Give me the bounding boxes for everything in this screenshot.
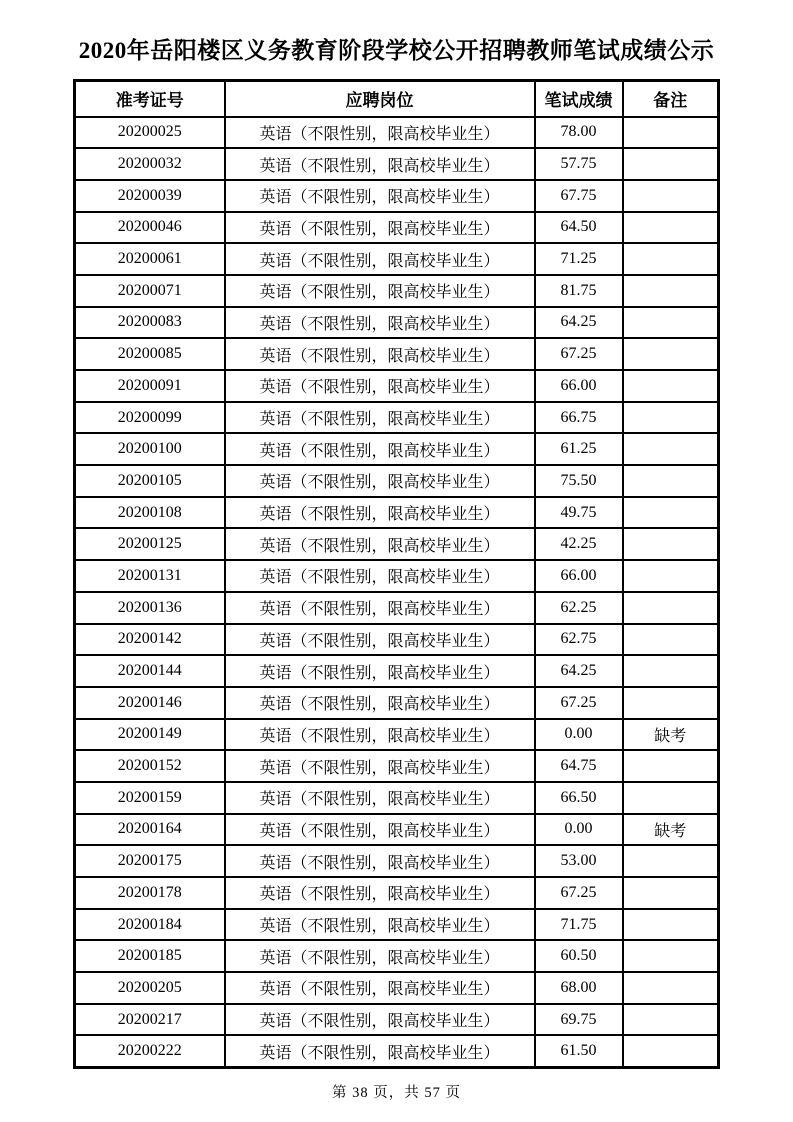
score-cell: 0.00 — [535, 719, 623, 751]
score-cell: 64.50 — [535, 212, 623, 244]
position-cell: 英语（不限性别，限高校毕业生） — [225, 528, 535, 560]
remark-cell — [623, 687, 719, 719]
position-cell: 英语（不限性别，限高校毕业生） — [225, 1035, 535, 1067]
exam-id-cell: 20200144 — [75, 655, 225, 687]
position-cell: 英语（不限性别，限高校毕业生） — [225, 307, 535, 339]
exam-id-cell: 20200142 — [75, 624, 225, 656]
position-cell: 英语（不限性别，限高校毕业生） — [225, 940, 535, 972]
score-cell: 60.50 — [535, 940, 623, 972]
table-row — [75, 180, 719, 212]
remark-cell — [623, 370, 719, 402]
score-cell: 69.75 — [535, 1004, 623, 1036]
position-cell: 英语（不限性别，限高校毕业生） — [225, 370, 535, 402]
table-row — [75, 117, 719, 149]
exam-id-cell: 20200222 — [75, 1035, 225, 1067]
score-cell: 62.25 — [535, 592, 623, 624]
remark-cell — [623, 433, 719, 465]
exam-id-cell: 20200217 — [75, 1004, 225, 1036]
position-cell: 英语（不限性别，限高校毕业生） — [225, 180, 535, 212]
exam-id-cell: 20200025 — [75, 117, 225, 149]
table-row — [75, 877, 719, 909]
table-row — [75, 940, 719, 972]
table-row — [75, 687, 719, 719]
score-cell: 71.75 — [535, 909, 623, 941]
exam-id-cell: 20200108 — [75, 497, 225, 529]
remark-cell — [623, 972, 719, 1004]
exam-id-cell: 20200071 — [75, 275, 225, 307]
exam-id-cell: 20200131 — [75, 560, 225, 592]
remark-cell — [623, 940, 719, 972]
score-cell: 78.00 — [535, 117, 623, 149]
remark-cell — [623, 465, 719, 497]
remark-cell — [623, 243, 719, 275]
remark-cell: 缺考 — [623, 719, 719, 751]
table-row — [75, 624, 719, 656]
remark-cell — [623, 782, 719, 814]
remark-cell — [623, 402, 719, 434]
table-row — [75, 338, 719, 370]
remark-cell — [623, 148, 719, 180]
position-cell: 英语（不限性别，限高校毕业生） — [225, 117, 535, 149]
position-cell: 英语（不限性别，限高校毕业生） — [225, 972, 535, 1004]
exam-id-cell: 20200205 — [75, 972, 225, 1004]
score-cell: 49.75 — [535, 497, 623, 529]
exam-id-cell: 20200032 — [75, 148, 225, 180]
remark-cell — [623, 909, 719, 941]
column-header-exam-id: 准考证号 — [75, 81, 225, 117]
score-cell: 61.50 — [535, 1035, 623, 1067]
score-cell: 67.25 — [535, 877, 623, 909]
column-header-score: 笔试成绩 — [535, 81, 623, 117]
exam-id-cell: 20200046 — [75, 212, 225, 244]
exam-id-cell: 20200091 — [75, 370, 225, 402]
remark-cell — [623, 877, 719, 909]
exam-id-cell: 20200085 — [75, 338, 225, 370]
table-row — [75, 1035, 719, 1067]
position-cell: 英语（不限性别，限高校毕业生） — [225, 338, 535, 370]
scores-table — [73, 79, 720, 1069]
score-cell: 64.75 — [535, 750, 623, 782]
position-cell: 英语（不限性别，限高校毕业生） — [225, 433, 535, 465]
position-cell: 英语（不限性别，限高校毕业生） — [225, 212, 535, 244]
score-cell: 68.00 — [535, 972, 623, 1004]
position-cell: 英语（不限性别，限高校毕业生） — [225, 719, 535, 751]
table-row — [75, 560, 719, 592]
table-row — [75, 719, 719, 751]
remark-cell — [623, 1035, 719, 1067]
table-body — [75, 117, 719, 1068]
table-row — [75, 402, 719, 434]
remark-cell — [623, 212, 719, 244]
table-row — [75, 212, 719, 244]
exam-id-cell: 20200184 — [75, 909, 225, 941]
score-cell: 67.75 — [535, 180, 623, 212]
score-cell: 75.50 — [535, 465, 623, 497]
position-cell: 英语（不限性别，限高校毕业生） — [225, 1004, 535, 1036]
table-row — [75, 370, 719, 402]
score-cell: 66.75 — [535, 402, 623, 434]
position-cell: 英语（不限性别，限高校毕业生） — [225, 497, 535, 529]
exam-id-cell: 20200099 — [75, 402, 225, 434]
exam-id-cell: 20200125 — [75, 528, 225, 560]
remark-cell — [623, 117, 719, 149]
page-number-footer: 第 38 页，共 57 页 — [332, 1084, 461, 1101]
exam-id-cell: 20200149 — [75, 719, 225, 751]
remark-cell — [623, 497, 719, 529]
remark-cell — [623, 592, 719, 624]
position-cell: 英语（不限性别，限高校毕业生） — [225, 275, 535, 307]
table-row — [75, 433, 719, 465]
exam-id-cell: 20200100 — [75, 433, 225, 465]
table-row — [75, 497, 719, 529]
table-row — [75, 909, 719, 941]
table-row — [75, 243, 719, 275]
table-row — [75, 782, 719, 814]
table-header-row — [75, 81, 719, 117]
position-cell: 英语（不限性别，限高校毕业生） — [225, 592, 535, 624]
remark-cell — [623, 275, 719, 307]
exam-id-cell: 20200185 — [75, 940, 225, 972]
position-cell: 英语（不限性别，限高校毕业生） — [225, 624, 535, 656]
exam-id-cell: 20200083 — [75, 307, 225, 339]
table-row — [75, 148, 719, 180]
position-cell: 英语（不限性别，限高校毕业生） — [225, 560, 535, 592]
score-cell: 67.25 — [535, 687, 623, 719]
remark-cell — [623, 655, 719, 687]
position-cell: 英语（不限性别，限高校毕业生） — [225, 687, 535, 719]
exam-id-cell: 20200146 — [75, 687, 225, 719]
exam-id-cell: 20200159 — [75, 782, 225, 814]
table-row — [75, 750, 719, 782]
remark-cell — [623, 560, 719, 592]
remark-cell — [623, 338, 719, 370]
table-row — [75, 307, 719, 339]
position-cell: 英语（不限性别，限高校毕业生） — [225, 148, 535, 180]
table-row — [75, 972, 719, 1004]
position-cell: 英语（不限性别，限高校毕业生） — [225, 845, 535, 877]
score-cell: 42.25 — [535, 528, 623, 560]
score-cell: 64.25 — [535, 307, 623, 339]
position-cell: 英语（不限性别，限高校毕业生） — [225, 750, 535, 782]
score-cell: 61.25 — [535, 433, 623, 465]
document-title: 2020年岳阳楼区义务教育阶段学校公开招聘教师笔试成绩公示 — [78, 38, 715, 63]
table-row — [75, 528, 719, 560]
remark-cell — [623, 1004, 719, 1036]
exam-id-cell: 20200152 — [75, 750, 225, 782]
table-row — [75, 275, 719, 307]
position-cell: 英语（不限性别，限高校毕业生） — [225, 909, 535, 941]
exam-id-cell: 20200061 — [75, 243, 225, 275]
score-cell: 0.00 — [535, 814, 623, 846]
position-cell: 英语（不限性别，限高校毕业生） — [225, 877, 535, 909]
score-cell: 66.50 — [535, 782, 623, 814]
remark-cell — [623, 307, 719, 339]
exam-id-cell: 20200105 — [75, 465, 225, 497]
score-cell: 81.75 — [535, 275, 623, 307]
score-cell: 62.75 — [535, 624, 623, 656]
exam-id-cell: 20200164 — [75, 814, 225, 846]
position-cell: 英语（不限性别，限高校毕业生） — [225, 402, 535, 434]
position-cell: 英语（不限性别，限高校毕业生） — [225, 243, 535, 275]
exam-id-cell: 20200039 — [75, 180, 225, 212]
score-cell: 67.25 — [535, 338, 623, 370]
remark-cell — [623, 624, 719, 656]
table-row — [75, 592, 719, 624]
remark-cell — [623, 750, 719, 782]
position-cell: 英语（不限性别，限高校毕业生） — [225, 782, 535, 814]
score-cell: 64.25 — [535, 655, 623, 687]
column-header-remark: 备注 — [623, 81, 719, 117]
score-cell: 66.00 — [535, 370, 623, 402]
remark-cell — [623, 528, 719, 560]
position-cell: 英语（不限性别，限高校毕业生） — [225, 814, 535, 846]
position-cell: 英语（不限性别，限高校毕业生） — [225, 465, 535, 497]
column-header-position: 应聘岗位 — [225, 81, 535, 117]
table-row — [75, 465, 719, 497]
remark-cell — [623, 180, 719, 212]
exam-id-cell: 20200178 — [75, 877, 225, 909]
score-cell: 53.00 — [535, 845, 623, 877]
remark-cell — [623, 845, 719, 877]
table-row — [75, 845, 719, 877]
score-cell: 66.00 — [535, 560, 623, 592]
table-row — [75, 1004, 719, 1036]
exam-id-cell: 20200175 — [75, 845, 225, 877]
score-cell: 57.75 — [535, 148, 623, 180]
position-cell: 英语（不限性别，限高校毕业生） — [225, 655, 535, 687]
table-row — [75, 655, 719, 687]
table-row — [75, 814, 719, 846]
remark-cell: 缺考 — [623, 814, 719, 846]
score-cell: 71.25 — [535, 243, 623, 275]
exam-id-cell: 20200136 — [75, 592, 225, 624]
